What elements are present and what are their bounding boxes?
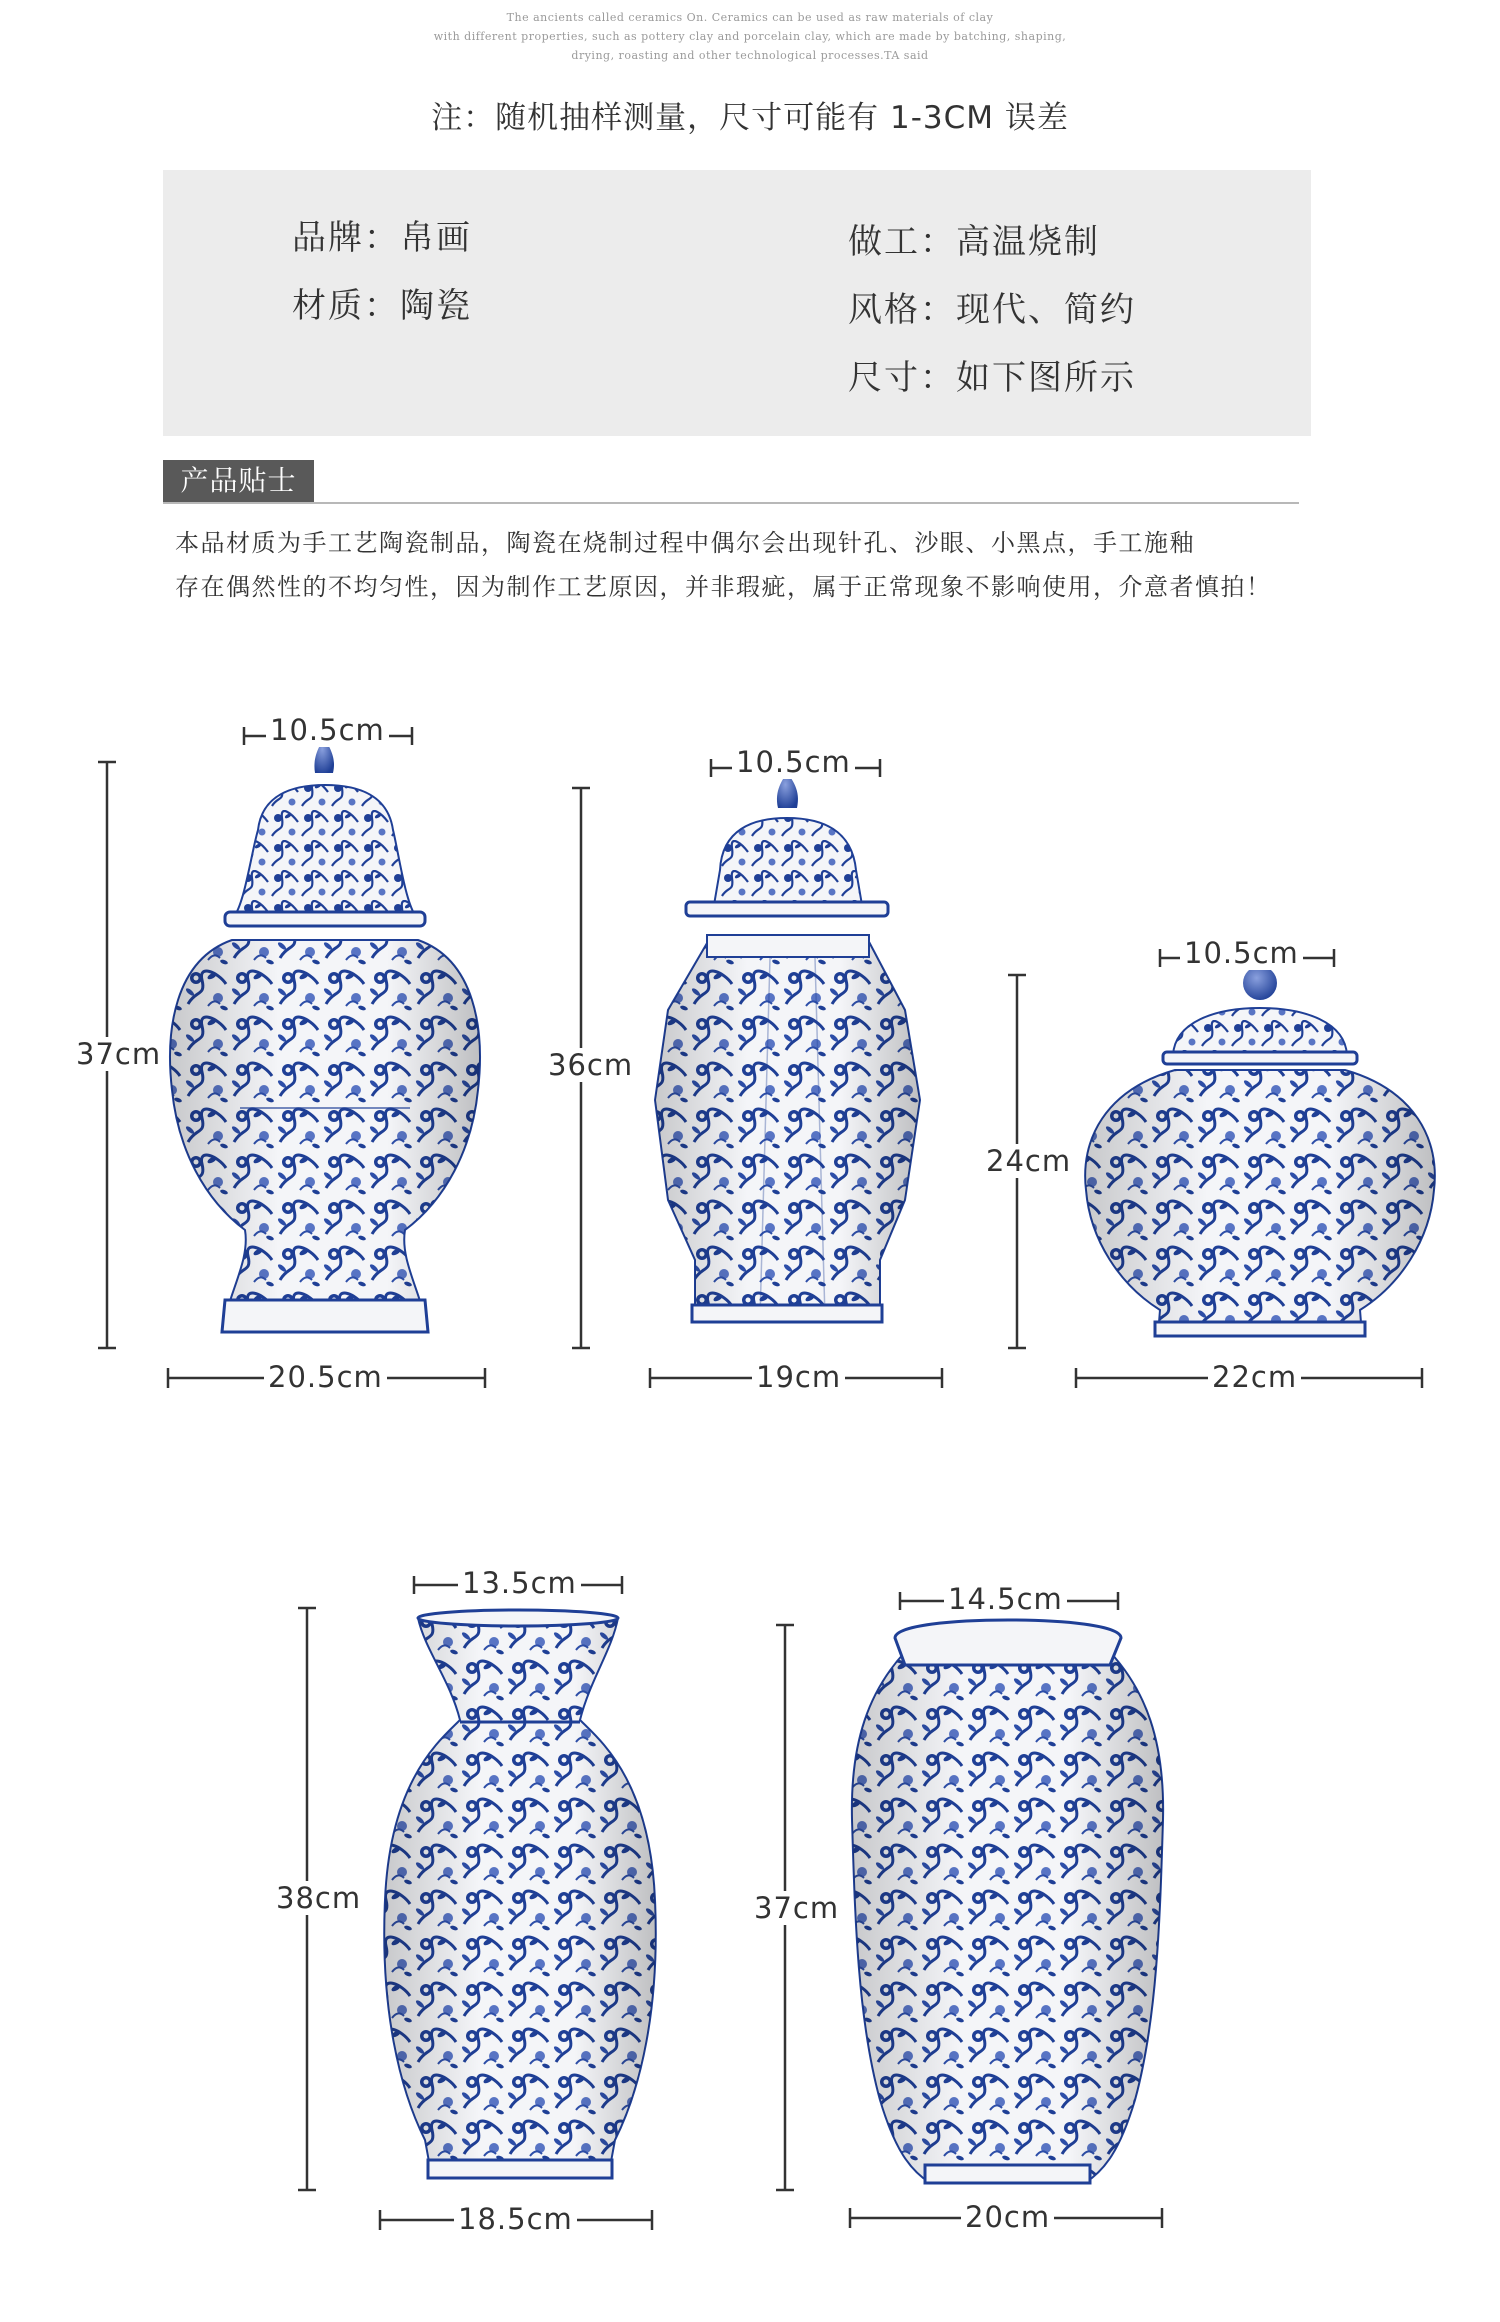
dim-top-width: 10.5cm (732, 745, 855, 779)
spec-craft: 做工：高温烧制 (848, 222, 1100, 262)
dim-height: 38cm (272, 1881, 365, 1915)
dim-height: 36cm (544, 1048, 637, 1082)
dim-top-width: 10.5cm (1180, 936, 1303, 970)
product-vase-barrel (852, 1620, 1163, 2183)
intro-line: with different properties, such as pottery clay and porcelain clay, which are made by batching, shaping, (433, 30, 1067, 43)
tips-line: 存在偶然性的不均匀性，因为制作工艺原因，并非瑕疵，属于正常现象不影响使用，介意者慎拍！ (175, 573, 1272, 601)
intro-line: drying, roasting and other technological processes.TA said (571, 49, 929, 62)
intro-line: The ancients called ceramics On. Ceramics can be used as raw materials of clay (506, 11, 994, 24)
product-ginger-jar-round (170, 736, 480, 1332)
product-vase-flared (384, 1610, 656, 2178)
dim-width: 20cm (961, 2200, 1054, 2234)
dim-height: 37cm (72, 1037, 165, 1071)
dim-height: 24cm (982, 1144, 1075, 1178)
dim-width: 22cm (1208, 1360, 1301, 1394)
dim-width: 20.5cm (264, 1360, 387, 1394)
dim-width: 19cm (752, 1360, 845, 1394)
tips-title: 产品贴士 (163, 460, 314, 502)
spec-material: 材质：陶瓷 (292, 286, 472, 326)
dim-top-width: 10.5cm (266, 713, 389, 747)
dim-width: 18.5cm (454, 2202, 577, 2236)
tips-line: 本品材质为手工艺陶瓷制品，陶瓷在烧制过程中偶尔会出现针孔、沙眼、小黑点，手工施釉 (175, 529, 1195, 557)
measurement-note: 注：随机抽样测量，尺寸可能有 1-3CM 误差 (431, 100, 1069, 136)
dim-height: 37cm (750, 1891, 843, 1925)
spec-style: 风格：现代、简约 (848, 290, 1136, 330)
product-ginger-jar-small (1085, 966, 1435, 1336)
product-ginger-jar-hexagonal (655, 772, 920, 1322)
dim-top-width: 13.5cm (458, 1566, 581, 1600)
spec-brand: 品牌：帛画 (292, 218, 472, 258)
spec-size: 尺寸：如下图所示 (848, 358, 1136, 398)
dim-top-width: 14.5cm (944, 1582, 1067, 1616)
